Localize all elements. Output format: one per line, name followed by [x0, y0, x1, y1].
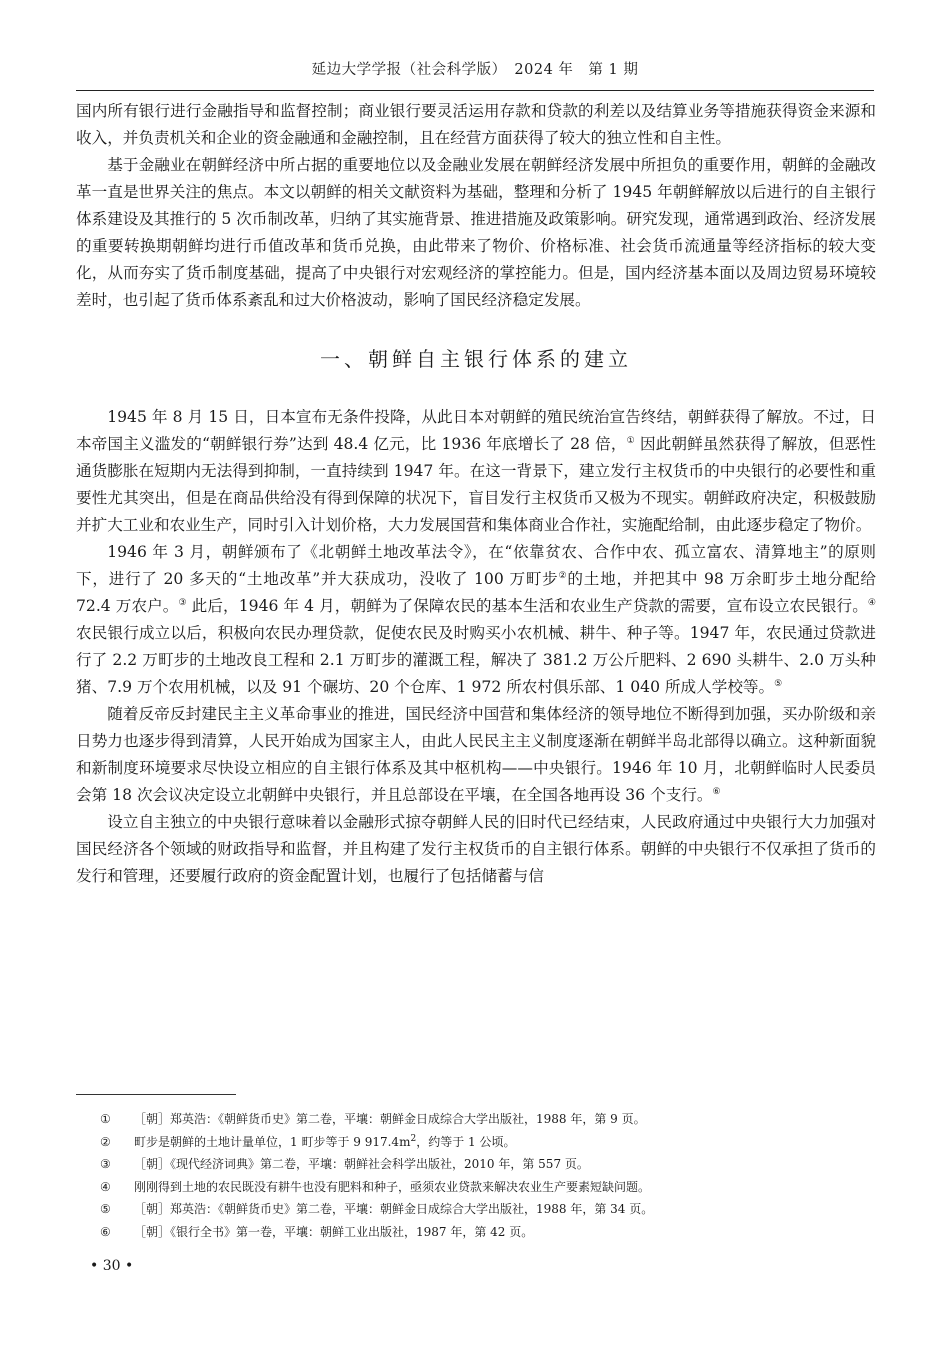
paragraph-intro: 基于金融业在朝鲜经济中所占据的重要地位以及金融业发展在朝鲜经济发展中所担负的重要作用，朝鲜的金融改革一直是世界关注的焦点。本文以朝鲜的相关文献资料为基础，整理和分析了 1945 年朝鲜解放以后进行的自主银行体系建设及其推行的 5 次币制改革，归纳了其实施背景、推进措施及政策影响。研究发现，通常遇到政治、经济发展的重要转换期朝鲜均进行币值改革和货币兑换，由此带来了物价、价格标准、社会货币流通量等经济指标的较大变化，从而夯实了货币制度基础，提高了中央银行对宏观经济的掌控能力。但是，国内经济基本面以及周边贸易环境较差时，也引起了货币体系紊乱和过大价格波动，影响了国民经济稳定发展。	[76, 156, 876, 309]
running-head: 延边大学学报（社会科学版） 2024 年 第 1 期	[311, 62, 639, 78]
body-text	[76, 98, 876, 890]
footnote-text-part: ，约等于 1 公顷。	[416, 1134, 516, 1149]
footnote-ref[interactable]: ④	[867, 597, 876, 608]
footnote-mark: ④	[100, 1179, 111, 1194]
paragraph-text: 此后，1946 年 4 月，朝鲜为了保障农民的基本生活和农业生产贷款的需要，宣布设立农民银行。	[186, 597, 868, 615]
footnote-text: ［朝］《现代经济词典》第二卷，平壤：朝鲜社会科学出版社，2010 年，第 557 页。	[134, 1157, 589, 1171]
paragraph-liberation	[76, 404, 876, 539]
footnote-mark: ②	[100, 1134, 111, 1149]
paragraph-text: 农民银行成立以后，积极向农民办理贷款，促使农民及时购买小农机械、耕牛、种子等。1947 年，农民通过贷款进行了 2.2 万町步的土地改良工程和 2.1 万町步的灌溉工程，解决了 381.2 万公斤肥料、2 690 头耕牛、2.0 万头种猪、7.9 万个农用机械，以及 91 个碾坊、20 个仓库、1 972 所农村俱乐部、1 040 所成人学校等。	[76, 624, 876, 696]
footnote-item	[100, 1198, 870, 1221]
footnote-ref[interactable]: ②	[558, 570, 568, 581]
footnote-mark: ③	[100, 1157, 111, 1171]
footnote-ref[interactable]: ①	[626, 435, 635, 446]
footnote-mark: ⑥	[100, 1224, 111, 1239]
footnote-item	[100, 1131, 870, 1154]
paragraph-land-reform	[76, 539, 876, 701]
superscript: 2	[410, 1133, 417, 1144]
footnote-ref[interactable]: ⑥	[712, 786, 721, 797]
page-number: • 30 •	[90, 1258, 134, 1274]
paragraph-text: 随着反帝反封建民主主义革命事业的推进，国民经济中国营和集体经济的领导地位不断得到加强，买办阶级和亲日势力也逐步得到清算，人民开始成为国家主人，由此人民民主主义制度逐渐在朝鲜半岛北部得以确立。这种新面貌和新制度环境要求尽快设立相应的自主银行体系及其中枢机构——中央银行。1946 年 10 月，北朝鲜临时人民委员会第 18 次会议决定设立北朝鲜中央银行，并且总部设在平壤，在全国各地再设 36 个支行。	[76, 705, 876, 804]
paragraph-text: 1946 年 3 月，朝鲜颁布了《北朝鲜土地改革法令》，在“依靠贫农、合作中农、孤立富农、清算地主”的原则下，进行了 20 多天的“土地改革”并大获成功，没收了 100 万町步	[76, 543, 876, 588]
footnote-item	[100, 1153, 870, 1176]
footnote-mark: ⑤	[100, 1202, 111, 1216]
footnote-item	[100, 1221, 870, 1244]
footnote-text-part: 町步是朝鲜的土地计量单位，1 町步等于 9 917.4m	[134, 1134, 411, 1149]
paragraph-banking-system: 设立自主独立的中央银行意味着以金融形式掠夺朝鲜人民的旧时代已经结束，人民政府通过中央银行大力加强对国民经济各个领域的财政指导和监督，并且构建了发行主权货币的自主银行体系。朝鲜的中央银行不仅承担了货币的发行和管理，还要履行政府的资金配置计划，也履行了包括储蓄与信	[76, 813, 876, 885]
paragraph-central-bank	[76, 701, 876, 809]
section-title: 一、朝鲜自主银行体系的建立	[320, 347, 632, 371]
paragraph-text: 1945 年 8 月 15 日，日本宣布无条件投降，从此日本对朝鲜的殖民统治宣告终结，朝鲜获得了解放。不过，日本帝国主义滥发的“朝鲜银行券”达到 48.4 亿元，比 1936 年底增长了 28 倍，	[76, 408, 876, 453]
footnote-ref[interactable]: ③	[178, 597, 187, 608]
paragraph-text: 因此朝鲜虽然获得了解放，但恶性通货膨胀在短期内无法得到抑制，一直持续到 1947 年。在这一背景下，建立发行主权货币的中央银行的必要性和重要性尤其突出，但是在商品供给没有得到保障的状况下，盲目发行主权货币又极为不现实。朝鲜政府决定，积极鼓励并扩大工业和农业生产，同时引入计划价格，大力发展国营和集体商业合作社，实施配给制，由此逐步稳定了物价。	[76, 435, 876, 534]
paragraph-text: 的土地，并把其中 98 万余町步土地分配给 72.4 万农户。	[76, 570, 876, 615]
footnote-rule	[76, 1094, 236, 1095]
footnote-text: 刚刚得到土地的农民既没有耕牛也没有肥料和种子，亟须农业贷款来解决农业生产要素短缺问题。	[134, 1179, 651, 1194]
footnote-ref[interactable]: ⑤	[774, 678, 783, 689]
footnote-item	[100, 1176, 870, 1199]
footnote-mark: ①	[100, 1112, 111, 1126]
footnote-text: ［朝］郑英浩：《朝鲜货币史》第二卷，平壤：朝鲜金日成综合大学出版社，1988 年，第 34 页。	[134, 1202, 654, 1216]
footnote-text: ［朝］郑英浩：《朝鲜货币史》第二卷，平壤：朝鲜金日成综合大学出版社，1988 年，第 9 页。	[134, 1112, 646, 1126]
paragraph-continued: 国内所有银行进行金融指导和监督控制；商业银行要灵活运用存款和贷款的利差以及结算业务等措施获得资金来源和收入，并负责机关和企业的资金融通和金融控制，且在经营方面获得了较大的独立性和自主性。	[76, 102, 876, 147]
footnote-text: ［朝］《银行全书》第一卷，平壤：朝鲜工业出版社，1987 年，第 42 页。	[134, 1224, 534, 1239]
header-rule	[76, 90, 874, 91]
footnotes	[100, 1108, 870, 1243]
footnote-item	[100, 1108, 870, 1131]
footnote-text	[134, 1131, 515, 1154]
